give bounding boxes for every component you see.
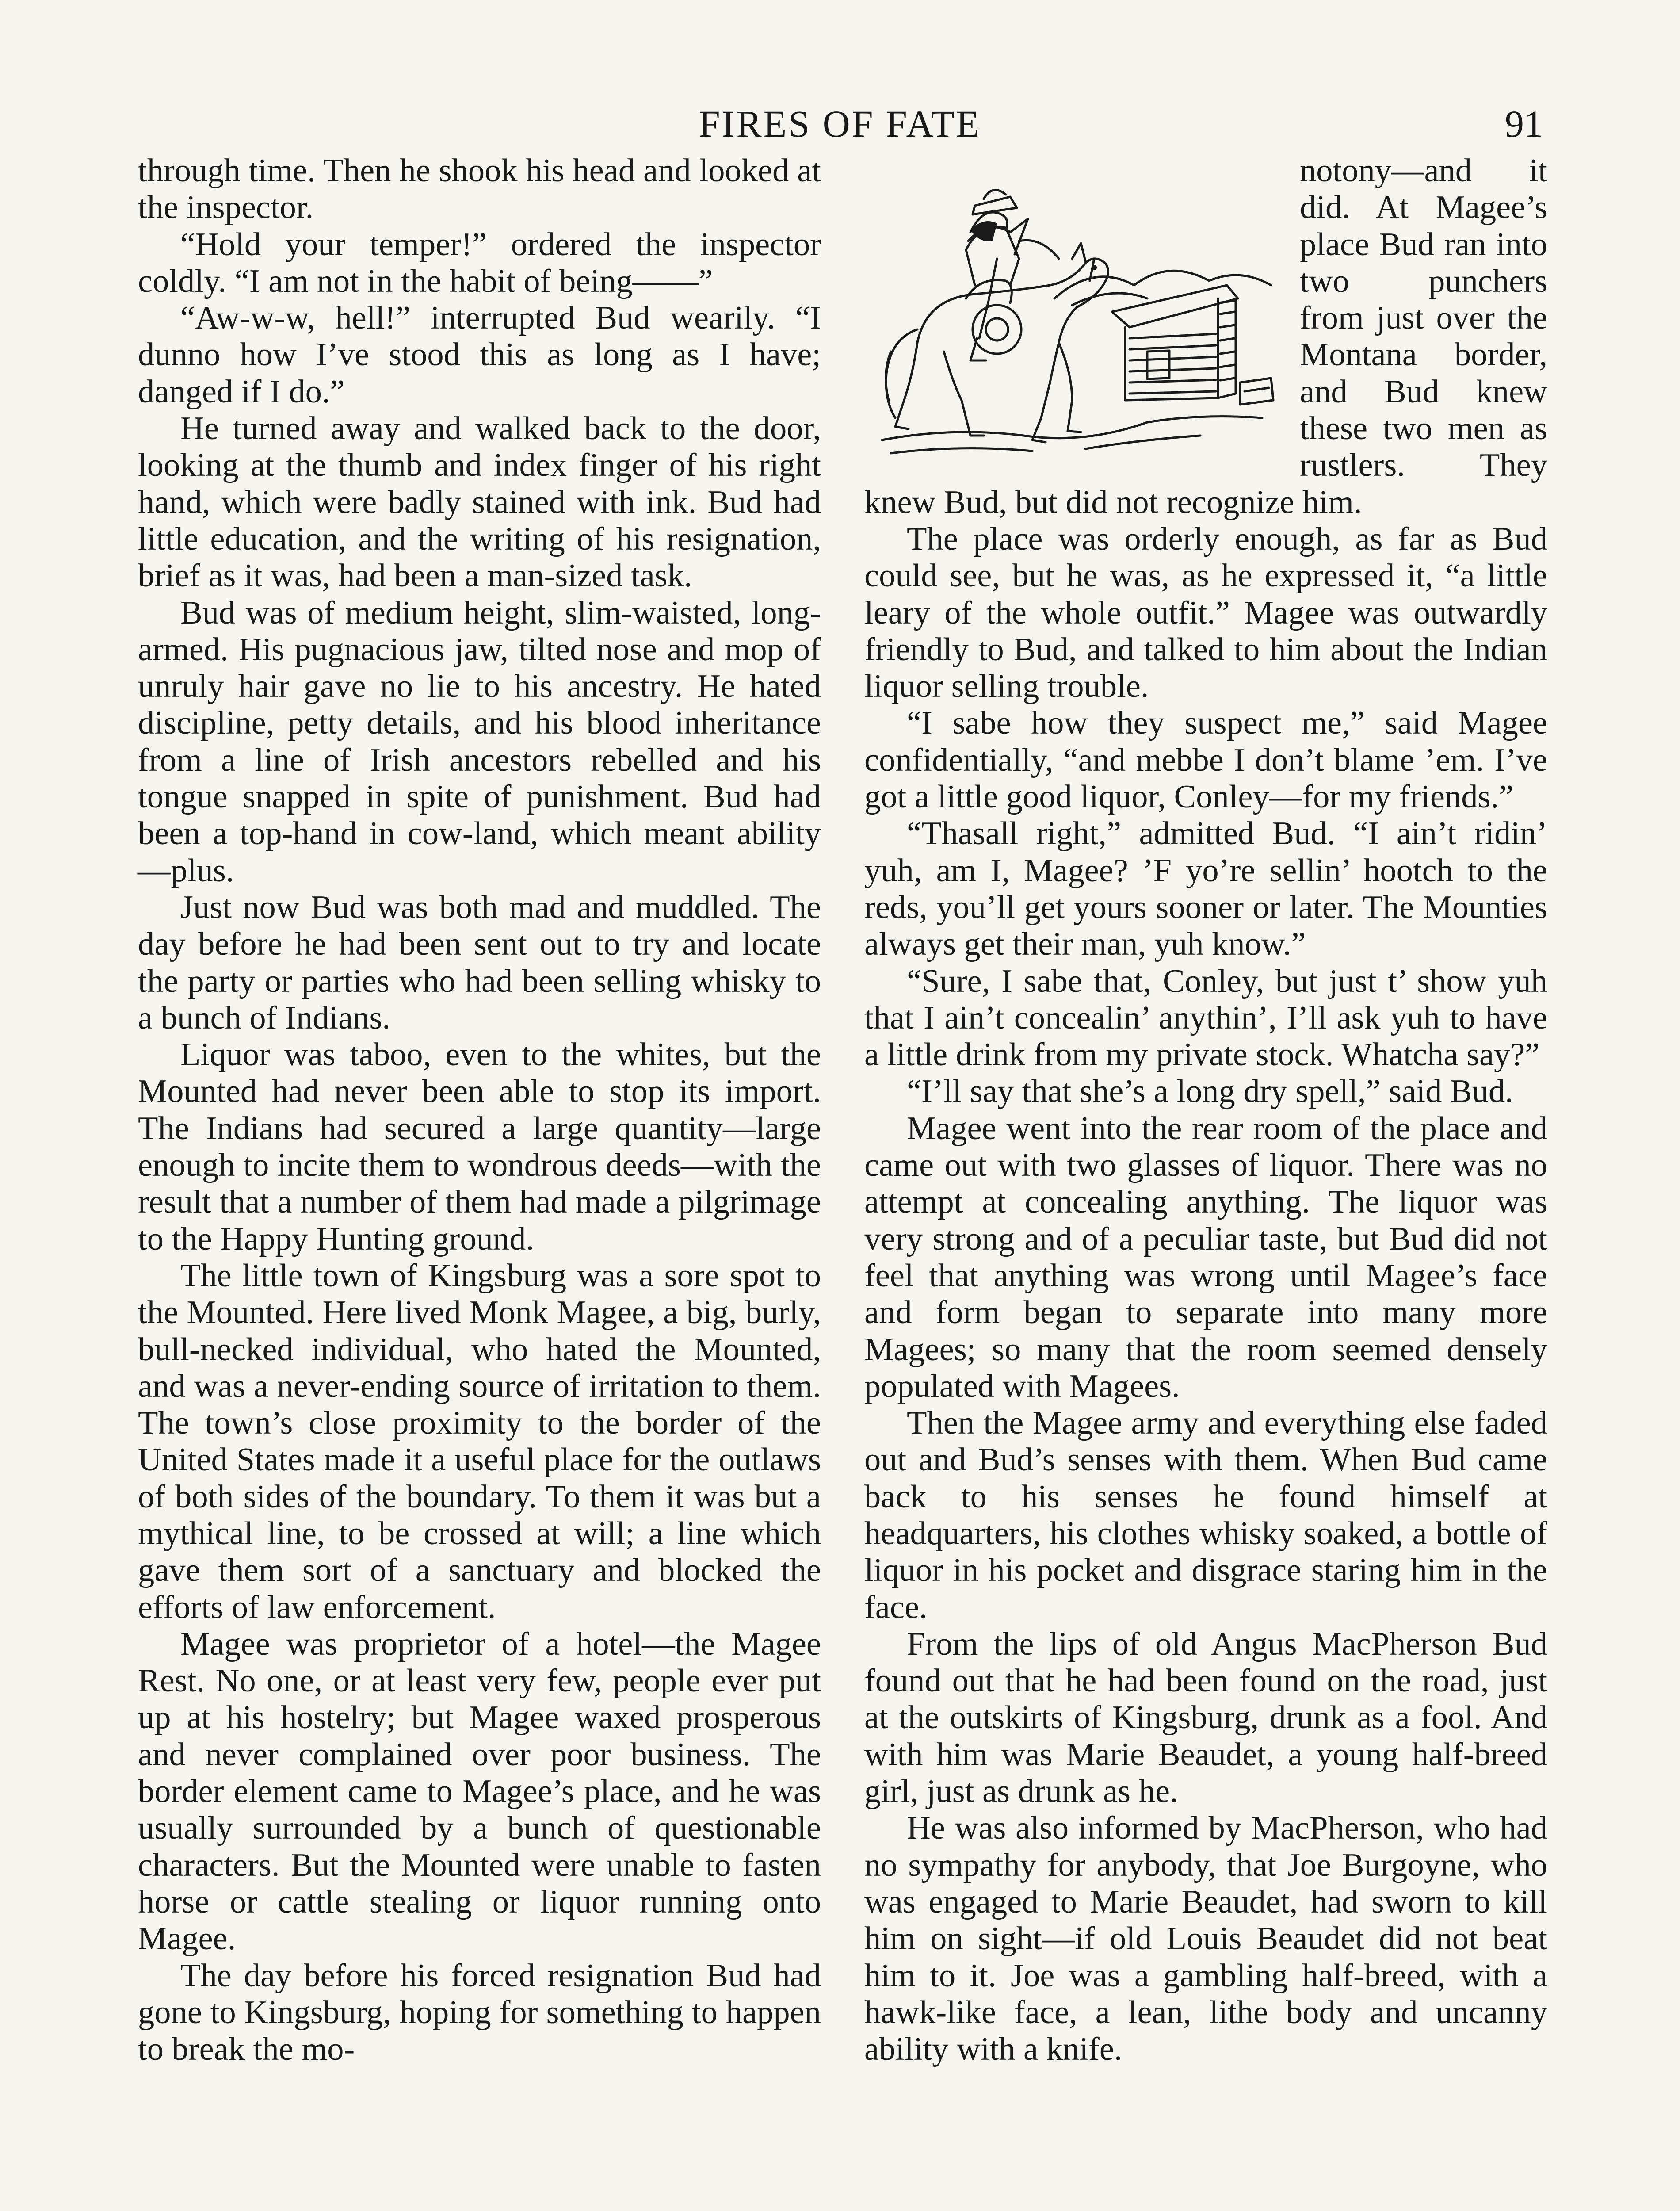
paragraph: “I sabe how they suspect me,” said Magee confidentially, “and mebbe I don’t blame ’em. I’ve got a little good liquor, Conley—for my friends.” (864, 705, 1547, 815)
paragraph: Then the Magee army and everything else faded out and Bud’s senses with them. When Bud came back to his senses he found himself at headquarters, his clothes whisky soaked, a bottle of liquor in his pocket and disgrace staring him in the face. (864, 1405, 1547, 1626)
paragraph: He was also informed by MacPherson, who had no sympathy for anybody, that Joe Burgoyne, who was engaged to Marie Beaudet, had sworn to kill him on sight—if old Louis Beaudet did not beat him to it. Joe was a gambling half-breed, with a hawk-like face, a lean, lithe body and uncanny ability with a knife. (864, 1810, 1547, 2068)
paragraph: Magee was proprietor of a hotel—the Magee Rest. No one, or at least very few, people ever put up at his hostelry; but Magee waxed prosperous and never complained over poor business. The border element came to Magee’s place, and he was usually surrounded by a bunch of questionable characters. But the Mounted were unable to fasten horse or cattle stealing or liquor running onto Magee. (138, 1626, 821, 1957)
page-number: 91 (1505, 103, 1543, 145)
paragraph: The little town of Kingsburg was a sore spot to the Mounted. Here lived Monk Magee, a big, burly, bull-necked individual, who hated the Mounted, and was a never-ending source of irritation to them. The town’s close proximity to the border of the United States made it a useful place for the outlaws of both sides of the boundary. To them it was but a mythical line, to be crossed at will; a line which gave them sort of a sanctuary and blocked the efforts of law enforcement. (138, 1257, 821, 1626)
paragraph: “Aw-w-w, hell!” interrupted Bud wearily. “I dunno how I’ve stood this as long as I have; danged if I do.” (138, 300, 821, 410)
paragraph: Just now Bud was both mad and muddled. The day before he had been sent out to try and locate the party or parties who had been selling whisky to a bunch of Indians. (138, 889, 821, 1036)
paragraph: Magee went into the rear room of the place and came out with two glasses of liquor. There was no attempt at concealing anything. The liquor was very strong and of a peculiar taste, but Bud did not feel that anything was wrong until Magee’s face and form began to separate into many more Magees; so many that the room seemed densely populated with Magees. (864, 1110, 1547, 1404)
paragraph: “I’ll say that she’s a long dry spell,” said Bud. (907, 1073, 1513, 1110)
paragraph: notony—and it did. At Magee’s place Bud ran into two punchers from just over the Montana border, and Bud knew these two men as rustlers. They knew Bud, but did not recognize him. (864, 153, 1547, 520)
paragraph: “Thasall right,” admitted Bud. “I ain’t ridin’ yuh, am I, Magee? ’F yo’re sellin’ hootch to the reds, you’ll get yours sooner or later. The Mounties always get their man, yuh know.” (864, 815, 1547, 963)
paragraph: “Sure, I sabe that, Conley, but just t’ show yuh that I ain’t concealin’ anythin’, I’ll ask yuh to have a little drink from my private stock. Whatcha say?” (864, 963, 1547, 1073)
paragraph: Bud was of medium height, slim-waisted, long-armed. His pugnacious jaw, tilted nose and mop of unruly hair gave no lie to his ancestry. He hated discipline, petty details, and his blood inheritance from a line of Irish ancestors rebelled and his tongue snapped in spite of punishment. Bud had been a top-hand in cow-land, which meant ability—plus. (138, 594, 821, 889)
paragraph: The day before his forced resignation Bud had gone to Kingsburg, hoping for something to happen to break the mo- (138, 1957, 821, 2068)
running-title: FIRES OF FATE (699, 103, 981, 145)
paragraph: “Hold your temper!” ordered the inspector coldly. “I am not in the habit of being——” (138, 226, 821, 299)
paragraph: The place was orderly enough, as far as Bud could see, but he was, as he expressed it, “a little leary of the whole outfit.” Magee was outwardly friendly to Bud, and talked to him about the Indian liquor selling trouble. (864, 520, 1547, 705)
right-text-column (864, 153, 1547, 2068)
paragraph: He turned away and walked back to the door, looking at the thumb and index finger of his right hand, which were badly stained with ink. Bud had little education, and the writing of his resignation, brief as it was, had been a man-sized task. (138, 410, 821, 594)
left-text-column (138, 153, 821, 2068)
cowboy-on-horse-with-cabin-illustration (864, 153, 1287, 462)
paragraph: through time. Then he shook his head and looked at the inspector. (138, 153, 821, 226)
paragraph: Liquor was taboo, even to the whites, but the Mounted had never been able to stop its import. The Indians had secured a large quantity—large enough to incite them to wondrous deeds—with the result that a number of them had made a pilgrimage to the Happy Hunting ground. (138, 1037, 821, 1257)
paragraph: From the lips of old Angus MacPherson Bud found out that he had been found on the road, just at the outskirts of Kingsburg, drunk as a fool. And with him was Marie Beaudet, a young half-breed girl, just as drunk as he. (864, 1626, 1547, 1810)
running-header (137, 99, 1543, 148)
